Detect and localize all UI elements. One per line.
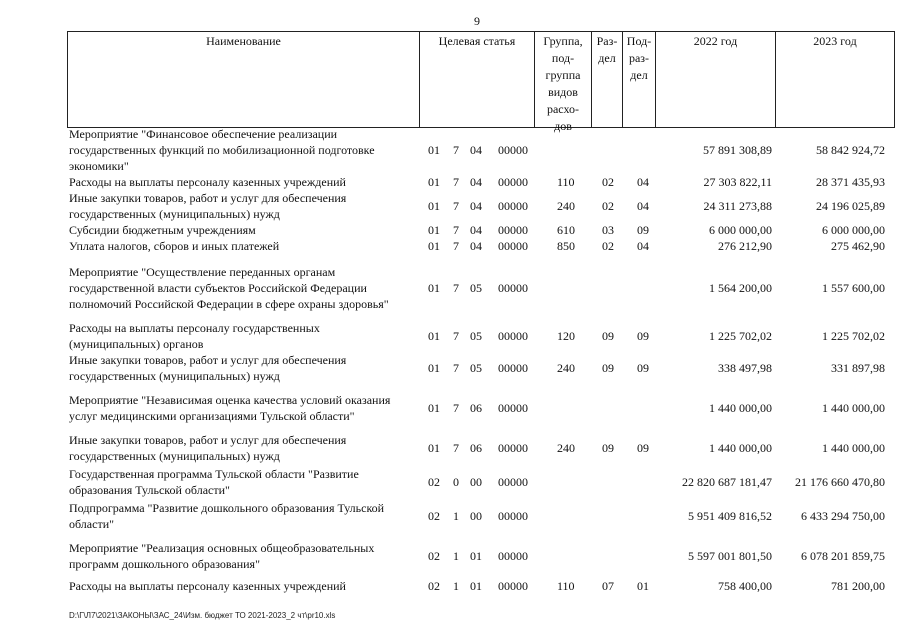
target-code-2: 1 <box>453 509 459 523</box>
target-code-4: 00000 <box>498 175 528 189</box>
target-code-3: 01 <box>470 549 482 563</box>
section-code: 09 <box>602 441 614 455</box>
target-code-4: 00000 <box>498 361 528 375</box>
target-code-3: 04 <box>470 175 482 189</box>
amount-2023: 24 196 025,89 <box>816 199 885 213</box>
amount-2022: 5 597 001 801,50 <box>688 549 772 563</box>
amount-2022: 22 820 687 181,47 <box>682 475 772 489</box>
row-name-line: государственных (муниципальных) нужд <box>69 207 280 221</box>
amount-2022: 6 000 000,00 <box>709 223 772 237</box>
amount-2023: 781 200,00 <box>831 579 885 593</box>
header-name: Наименование <box>67 32 419 127</box>
row-name-line: государственных (муниципальных) нужд <box>69 449 280 463</box>
subsection-code: 09 <box>637 441 649 455</box>
target-code-4: 00000 <box>498 329 528 343</box>
amount-2022: 27 303 822,11 <box>703 175 772 189</box>
target-code-4: 00000 <box>498 281 528 295</box>
row-name <box>69 222 419 238</box>
row-name-line: Расходы на выплаты персоналу казенных учреждений <box>69 579 346 593</box>
target-code-1: 01 <box>428 239 440 253</box>
target-code-3: 05 <box>470 361 482 375</box>
target-code-4: 00000 <box>498 401 528 415</box>
header-group <box>534 32 591 133</box>
target-code-1: 02 <box>428 475 440 489</box>
target-code-3: 01 <box>470 579 482 593</box>
amount-2023: 1 440 000,00 <box>822 401 885 415</box>
row-name-line: государственных (муниципальных) нужд <box>69 369 280 383</box>
amount-2023: 1 440 000,00 <box>822 441 885 455</box>
page-number: 9 <box>474 14 480 28</box>
target-code-4: 00000 <box>498 549 528 563</box>
header-line: видов <box>548 85 578 99</box>
header-line: раз- <box>628 51 650 65</box>
header-line: расхо- <box>546 102 580 116</box>
subsection-code: 04 <box>637 239 649 253</box>
header-line: под- <box>551 51 575 65</box>
section-code: 09 <box>602 361 614 375</box>
target-code-2: 7 <box>453 199 459 213</box>
target-code-1: 01 <box>428 281 440 295</box>
subsection-code: 09 <box>637 223 649 237</box>
file-path-footer: D:\Г\Л7\2021\ЗАКОНЫ\ЗАС_24\Изм. бюджет ТО 2021-2023_2 чт\pr10.xls <box>69 611 336 620</box>
subsection-code: 01 <box>637 579 649 593</box>
section-code: 02 <box>602 199 614 213</box>
row-name <box>69 432 419 464</box>
header-line: Раз- <box>596 34 618 48</box>
table-header <box>67 31 895 133</box>
target-code-1: 01 <box>428 361 440 375</box>
amount-2022: 1 225 702,02 <box>709 329 772 343</box>
row-name <box>69 392 419 424</box>
amount-2022: 758 400,00 <box>718 579 772 593</box>
target-code-3: 04 <box>470 143 482 157</box>
row-name-line: Мероприятие "Осуществление переданных органам <box>69 265 336 279</box>
section-code: 03 <box>602 223 614 237</box>
amount-2022: 338 497,98 <box>718 361 772 375</box>
row-name-line: программ дошкольного образования" <box>69 557 260 571</box>
amount-2022: 57 891 308,89 <box>703 143 772 157</box>
amount-2022: 1 440 000,00 <box>709 441 772 455</box>
row-name-line: Государственная программа Тульской области "Развитие <box>69 467 359 481</box>
target-code-1: 01 <box>428 143 440 157</box>
target-code-1: 01 <box>428 175 440 189</box>
expense-group: 240 <box>557 361 575 375</box>
amount-2023: 6 000 000,00 <box>822 223 885 237</box>
amount-2023: 28 371 435,93 <box>816 175 885 189</box>
row-name-line: государственной власти субъектов Российской Федерации <box>69 281 367 295</box>
target-code-3: 05 <box>470 329 482 343</box>
row-name-line: полномочий Российской Федерации в сфере охраны здоровья" <box>69 297 389 311</box>
amount-2023: 331 897,98 <box>831 361 885 375</box>
row-name-line: образования Тульской области" <box>69 483 230 497</box>
amount-2023: 275 462,90 <box>831 239 885 253</box>
amount-2023: 6 433 294 750,00 <box>801 509 885 523</box>
expense-group: 850 <box>557 239 575 253</box>
target-code-3: 00 <box>470 475 482 489</box>
target-code-2: 7 <box>453 223 459 237</box>
row-name-line: области" <box>69 517 115 531</box>
target-code-2: 7 <box>453 143 459 157</box>
row-name <box>69 540 419 572</box>
row-name <box>69 320 419 352</box>
header-2023: 2023 год <box>775 32 895 127</box>
row-name-line: Иные закупки товаров, работ и услуг для обеспечения <box>69 191 347 205</box>
header-line: дел <box>598 51 616 65</box>
amount-2022: 276 212,90 <box>718 239 772 253</box>
amount-2022: 1 564 200,00 <box>709 281 772 295</box>
subsection-code: 09 <box>637 361 649 375</box>
row-name-line: Подпрограмма "Развитие дошкольного образования Тульской <box>69 501 385 515</box>
header-line: группа <box>545 68 581 82</box>
header-line: дов <box>554 119 572 133</box>
row-name <box>69 466 419 498</box>
target-code-4: 00000 <box>498 475 528 489</box>
target-code-3: 06 <box>470 441 482 455</box>
expense-group: 120 <box>557 329 575 343</box>
header-line: Группа, <box>543 34 583 48</box>
target-code-2: 0 <box>453 475 459 489</box>
target-code-3: 04 <box>470 199 482 213</box>
target-code-1: 02 <box>428 509 440 523</box>
target-code-3: 05 <box>470 281 482 295</box>
target-code-2: 7 <box>453 441 459 455</box>
target-code-1: 01 <box>428 223 440 237</box>
target-code-1: 01 <box>428 401 440 415</box>
expense-group: 110 <box>557 579 575 593</box>
target-code-2: 7 <box>453 361 459 375</box>
target-code-2: 7 <box>453 239 459 253</box>
row-name-line: (муниципальных) органов <box>69 337 204 351</box>
row-name-line: Субсидии бюджетным учреждениям <box>69 223 256 237</box>
target-code-4: 00000 <box>498 143 528 157</box>
row-name <box>69 500 419 532</box>
row-name-line: Уплата налогов, сборов и иных платежей <box>69 239 280 253</box>
header-section <box>591 32 622 127</box>
target-code-2: 1 <box>453 549 459 563</box>
amount-2022: 1 440 000,00 <box>709 401 772 415</box>
row-name-line: Мероприятие "Реализация основных общеобразовательных <box>69 541 375 555</box>
row-name <box>69 264 419 312</box>
subsection-code: 04 <box>637 199 649 213</box>
expense-group: 110 <box>557 175 575 189</box>
amount-2022: 24 311 273,88 <box>703 199 772 213</box>
row-name-line: экономики" <box>69 159 129 173</box>
target-code-4: 00000 <box>498 579 528 593</box>
header-line: дел <box>630 68 648 82</box>
header-line: Под- <box>626 34 652 48</box>
row-name <box>69 190 419 222</box>
target-code-4: 00000 <box>498 509 528 523</box>
amount-2022: 5 951 409 816,52 <box>688 509 772 523</box>
expense-group: 240 <box>557 441 575 455</box>
expense-group: 240 <box>557 199 575 213</box>
target-code-3: 04 <box>470 239 482 253</box>
target-code-1: 01 <box>428 199 440 213</box>
expense-group: 610 <box>557 223 575 237</box>
row-name <box>69 174 419 190</box>
row-name <box>69 578 419 594</box>
row-name-line: Мероприятие "Независимая оценка качества условий оказания <box>69 393 391 407</box>
amount-2023: 1 225 702,02 <box>822 329 885 343</box>
row-name-line: услуг медицинскими организациями Тульской области" <box>69 409 355 423</box>
amount-2023: 1 557 600,00 <box>822 281 885 295</box>
header-target: Целевая статья <box>419 32 534 127</box>
amount-2023: 6 078 201 859,75 <box>801 549 885 563</box>
amount-2023: 21 176 660 470,80 <box>795 475 885 489</box>
subsection-code: 04 <box>637 175 649 189</box>
target-code-3: 00 <box>470 509 482 523</box>
target-code-2: 7 <box>453 175 459 189</box>
target-code-1: 01 <box>428 329 440 343</box>
amount-2023: 58 842 924,72 <box>816 143 885 157</box>
row-name-line: Иные закупки товаров, работ и услуг для обеспечения <box>69 353 347 367</box>
row-name-line: Мероприятие "Финансовое обеспечение реализации <box>69 127 338 141</box>
row-name <box>69 238 419 254</box>
target-code-3: 06 <box>470 401 482 415</box>
header-2022: 2022 год <box>655 32 775 127</box>
target-code-2: 1 <box>453 579 459 593</box>
row-name <box>69 352 419 384</box>
target-code-2: 7 <box>453 281 459 295</box>
target-code-1: 02 <box>428 549 440 563</box>
row-name-line: Расходы на выплаты персоналу государственных <box>69 321 320 335</box>
row-name-line: Расходы на выплаты персоналу казенных учреждений <box>69 175 346 189</box>
section-code: 07 <box>602 579 614 593</box>
target-code-4: 00000 <box>498 199 528 213</box>
row-name <box>69 126 419 174</box>
row-name-line: государственных функций по мобилизационной подготовке <box>69 143 375 157</box>
target-code-2: 7 <box>453 329 459 343</box>
section-code: 02 <box>602 175 614 189</box>
target-code-4: 00000 <box>498 441 528 455</box>
target-code-3: 04 <box>470 223 482 237</box>
row-name-line: Иные закупки товаров, работ и услуг для обеспечения <box>69 433 347 447</box>
target-code-4: 00000 <box>498 239 528 253</box>
target-code-1: 01 <box>428 441 440 455</box>
header-subsection <box>622 32 655 127</box>
target-code-4: 00000 <box>498 223 528 237</box>
target-code-2: 7 <box>453 401 459 415</box>
section-code: 09 <box>602 329 614 343</box>
section-code: 02 <box>602 239 614 253</box>
target-code-1: 02 <box>428 579 440 593</box>
subsection-code: 09 <box>637 329 649 343</box>
